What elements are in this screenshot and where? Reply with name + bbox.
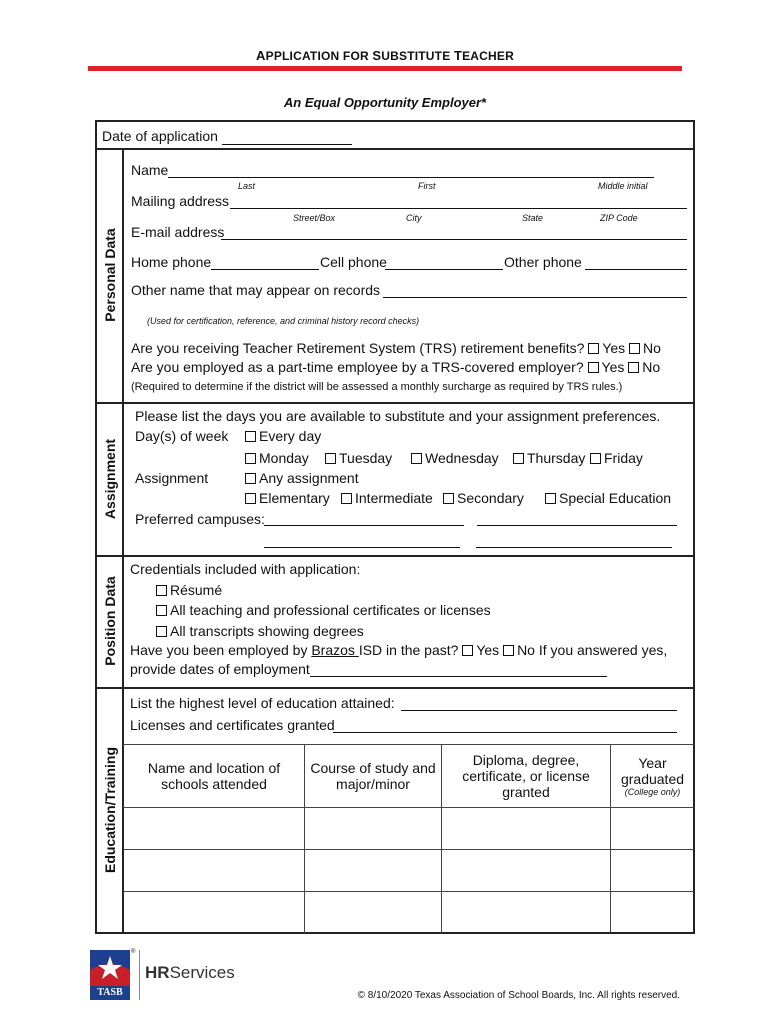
cell-phone-label: Cell phone bbox=[320, 254, 387, 270]
trs-question-1: Are you receiving Teacher Retirement System (TRS) retirement benefits? Yes No bbox=[131, 340, 661, 356]
every-day-option[interactable]: Every day bbox=[245, 428, 321, 444]
name-label: Name bbox=[131, 162, 169, 178]
intermediate-option[interactable]: Intermediate bbox=[341, 490, 433, 506]
transcripts-option[interactable]: All transcripts showing degrees bbox=[156, 623, 364, 639]
elementary-option[interactable]: Elementary bbox=[245, 490, 330, 506]
email-field[interactable] bbox=[221, 239, 687, 240]
cell-phone-field[interactable] bbox=[385, 269, 503, 270]
date-label: Date of application bbox=[102, 128, 218, 144]
table-row-3-diploma[interactable] bbox=[442, 892, 610, 932]
days-label: Day(s) of week bbox=[135, 428, 229, 444]
other-phone-field[interactable] bbox=[585, 269, 687, 270]
trs-question-2: Are you employed as a part-time employee by a TRS-covered employer? Yes No bbox=[131, 359, 661, 375]
special-education-option[interactable]: Special Education bbox=[545, 490, 671, 506]
trs-note: (Required to determine if the district will be assessed a monthly surcharge as required by TRS rules.) bbox=[131, 381, 623, 393]
table-row-2-school[interactable] bbox=[124, 850, 304, 891]
home-phone-field[interactable] bbox=[211, 269, 319, 270]
copyright: © 8/10/2020 Texas Association of School Boards, Inc. All rights reserved. bbox=[357, 990, 680, 1001]
col-header-schools: Name and location of schools attended bbox=[147, 760, 281, 792]
campus-field-4[interactable] bbox=[476, 547, 672, 548]
resume-option[interactable]: Résumé bbox=[156, 582, 222, 598]
col-header-year: Year graduated (College only) bbox=[620, 755, 685, 797]
tasb-logo-text: TASB bbox=[97, 987, 123, 998]
col-header-course: Course of study and major/minor bbox=[310, 760, 436, 792]
table-row-1-year[interactable] bbox=[611, 808, 694, 849]
any-assignment-option[interactable]: Any assignment bbox=[245, 470, 359, 486]
table-row-2-diploma[interactable] bbox=[442, 850, 610, 891]
other-name-field[interactable] bbox=[383, 297, 687, 298]
mailing-field[interactable] bbox=[230, 208, 687, 209]
date-field[interactable] bbox=[222, 144, 352, 145]
employed-question: Have you been employed by Brazos ISD in the past? Yes No If you answered yes, bbox=[130, 642, 668, 658]
tuesday-option[interactable]: Tuesday bbox=[325, 450, 392, 466]
licenses-field[interactable] bbox=[333, 732, 677, 733]
campus-field-3[interactable] bbox=[264, 547, 460, 548]
dates-label: provide dates of employment bbox=[130, 661, 310, 677]
email-label: E-mail address bbox=[131, 224, 225, 240]
dates-field[interactable] bbox=[310, 676, 607, 677]
licenses-label: Licenses and certificates granted bbox=[130, 717, 335, 733]
title-underline bbox=[88, 66, 682, 71]
secondary-option[interactable]: Secondary bbox=[443, 490, 524, 506]
assignment-label: Assignment bbox=[135, 470, 209, 486]
friday-option[interactable]: Friday bbox=[590, 450, 643, 466]
name-field[interactable] bbox=[168, 177, 654, 178]
registered-mark: ® bbox=[131, 949, 136, 955]
campus-field-1[interactable] bbox=[264, 525, 464, 526]
table-row-1-course[interactable] bbox=[305, 808, 441, 849]
other-phone-label: Other phone bbox=[504, 254, 582, 270]
highest-education-field[interactable] bbox=[401, 710, 677, 711]
form-subtitle: An Equal Opportunity Employer* bbox=[283, 95, 487, 110]
hr-services-logo: HRServices bbox=[145, 963, 235, 982]
wednesday-option[interactable]: Wednesday bbox=[411, 450, 499, 466]
mailing-label: Mailing address bbox=[131, 193, 230, 209]
trs2-yes-checkbox[interactable] bbox=[588, 362, 599, 373]
table-row-2-year[interactable] bbox=[611, 850, 694, 891]
trs1-yes-checkbox[interactable] bbox=[588, 343, 599, 354]
certificates-option[interactable]: All teaching and professional certificates or licenses bbox=[156, 602, 491, 618]
table-row-1-school[interactable] bbox=[124, 808, 304, 849]
thursday-option[interactable]: Thursday bbox=[513, 450, 585, 466]
form-title: APPLICATION FOR SUBSTITUTE TEACHER bbox=[256, 48, 514, 63]
table-row-3-year[interactable] bbox=[611, 892, 694, 932]
monday-option[interactable]: Monday bbox=[245, 450, 309, 466]
table-row-1-diploma[interactable] bbox=[442, 808, 610, 849]
table-row-3-school[interactable] bbox=[124, 892, 304, 932]
trs2-no-checkbox[interactable] bbox=[628, 362, 639, 373]
table-row-2-course[interactable] bbox=[305, 850, 441, 891]
campus-field-2[interactable] bbox=[477, 525, 677, 526]
credentials-label: Credentials included with application: bbox=[130, 561, 361, 577]
table-row-3-course[interactable] bbox=[305, 892, 441, 932]
home-phone-label: Home phone bbox=[131, 254, 212, 270]
other-name-label: Other name that may appear on records bbox=[131, 282, 381, 298]
assignment-intro: Please list the days you are available to substitute and your assignment preferences. bbox=[135, 408, 661, 424]
col-header-diploma: Diploma, degree, certificate, or license granted bbox=[462, 752, 590, 800]
employed-no-checkbox[interactable] bbox=[503, 645, 514, 656]
campuses-label: Preferred campuses: bbox=[135, 511, 265, 527]
highest-education-label: List the highest level of education attained: bbox=[130, 695, 395, 711]
employed-yes-checkbox[interactable] bbox=[462, 645, 473, 656]
trs1-no-checkbox[interactable] bbox=[629, 343, 640, 354]
